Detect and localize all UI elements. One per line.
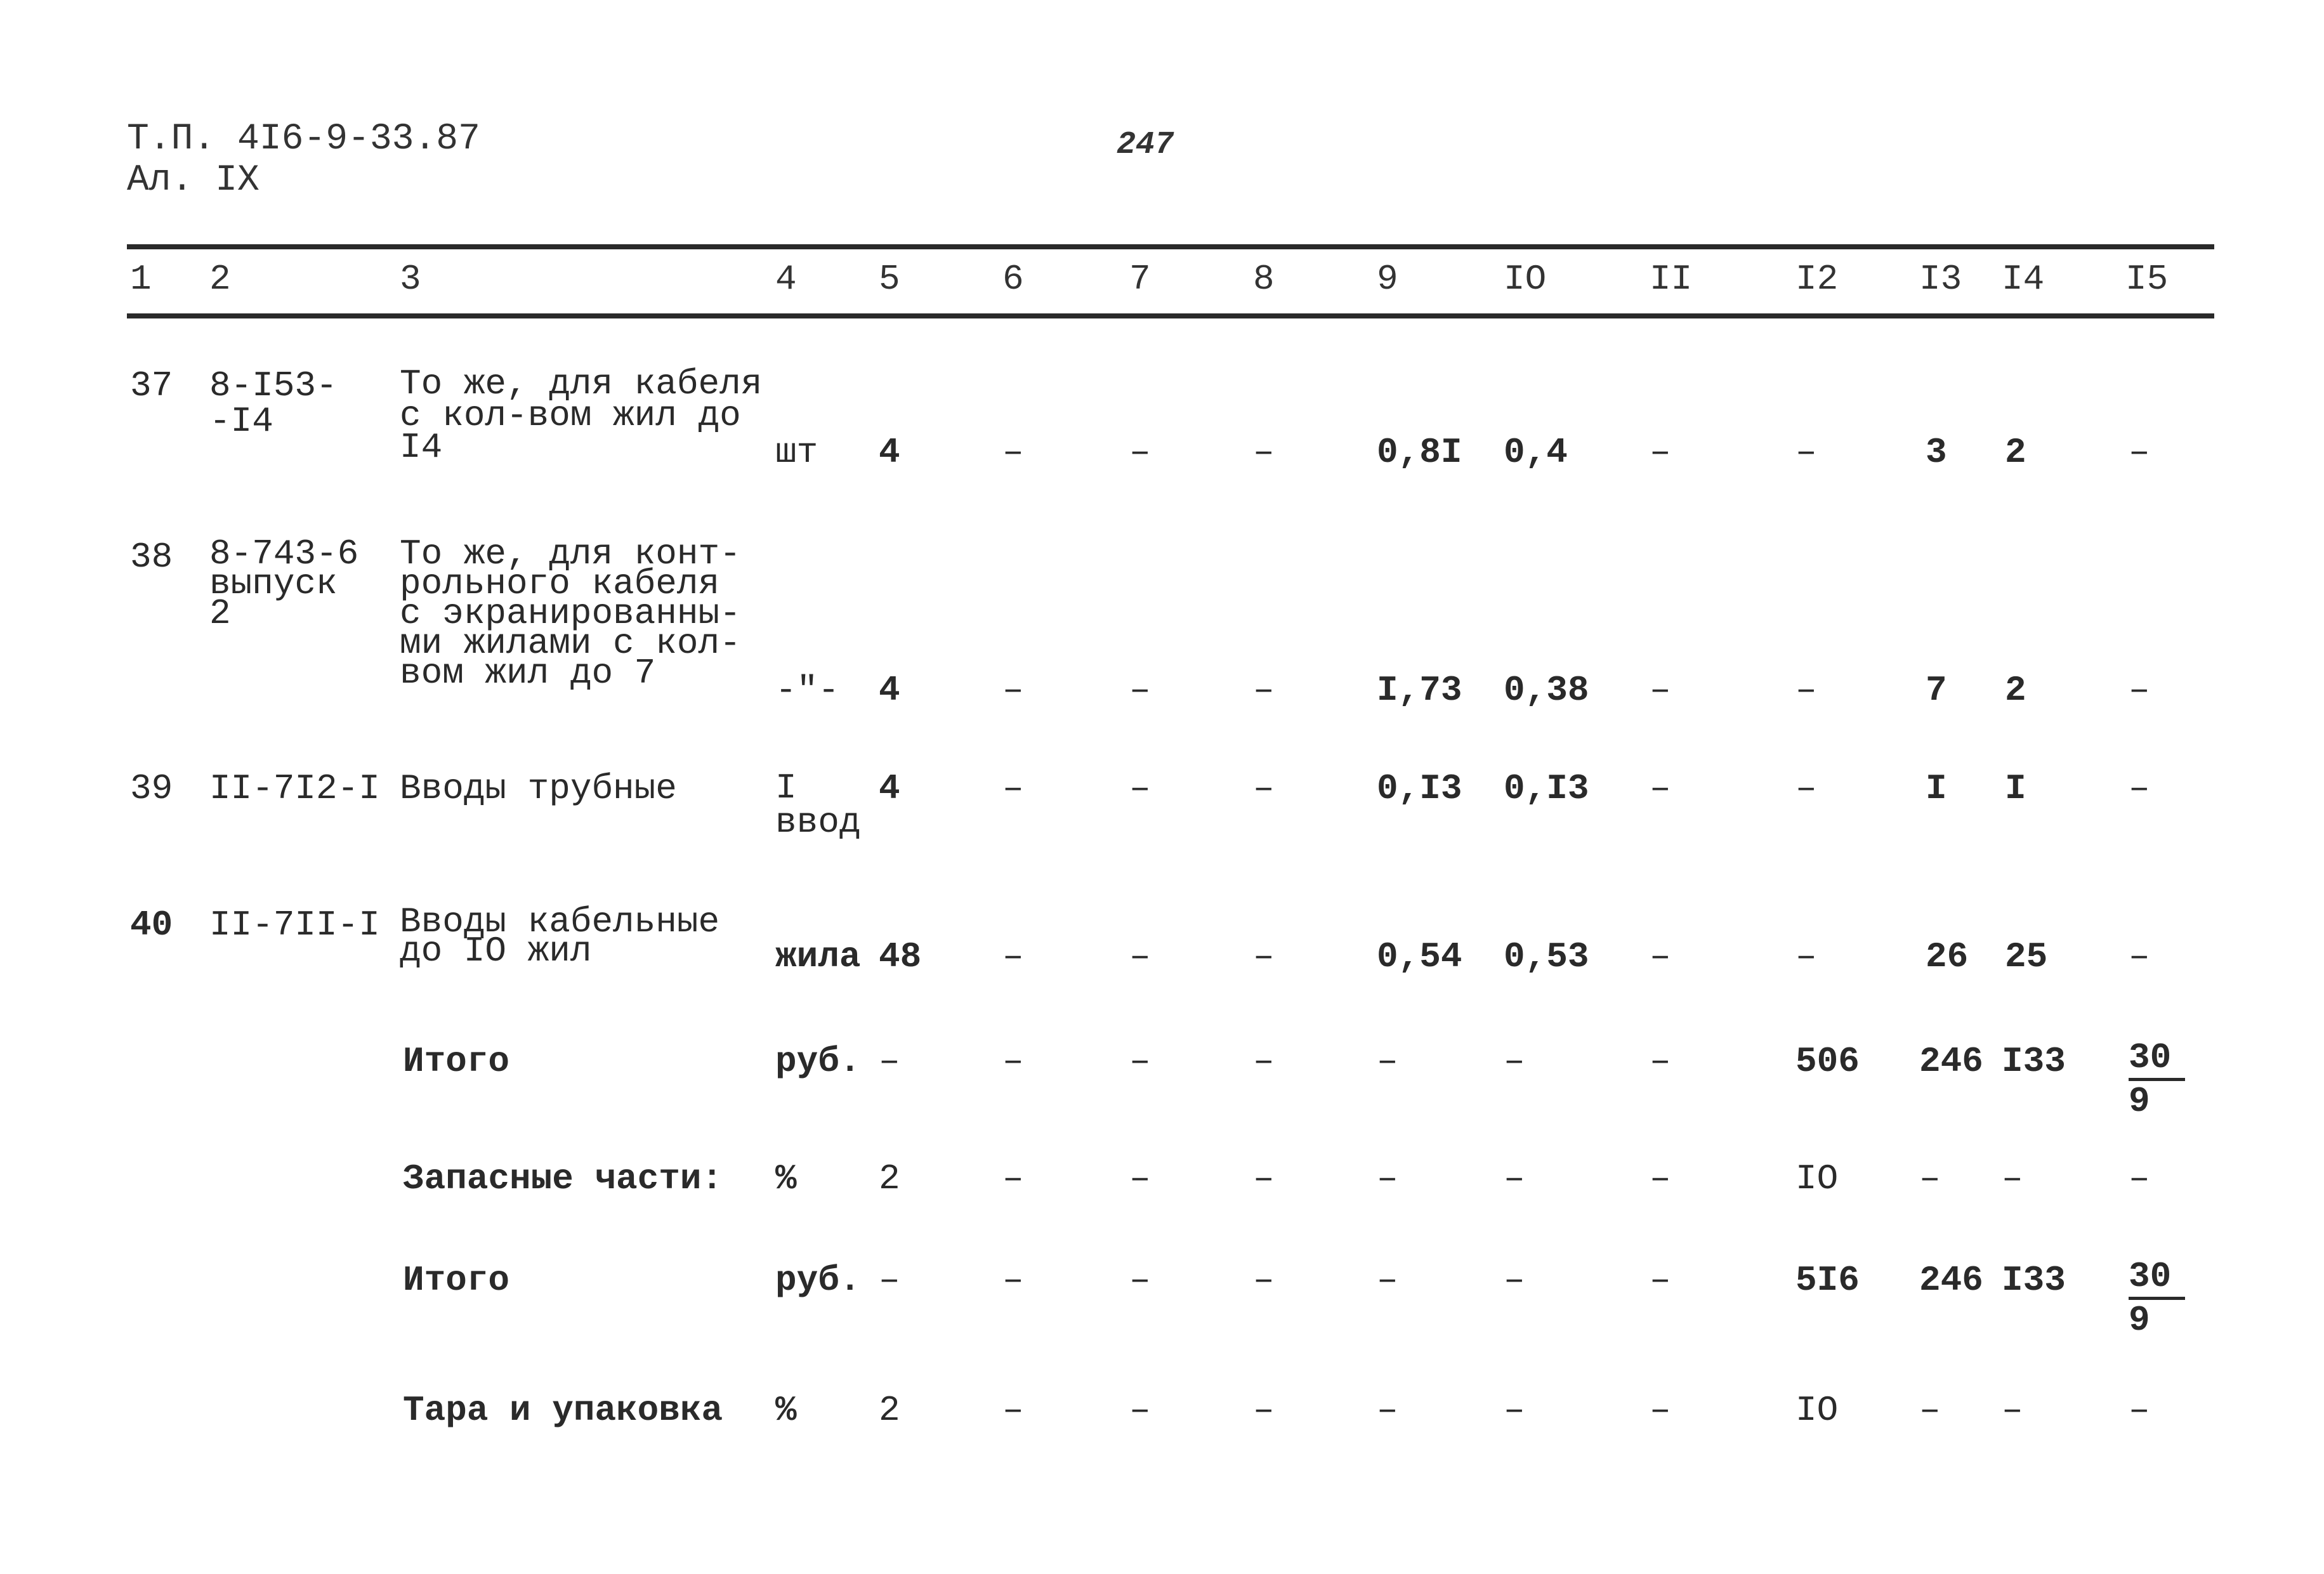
column-number: 7 bbox=[1129, 259, 1151, 299]
col-14-value: I bbox=[2005, 768, 2026, 809]
col-12-value: – bbox=[1796, 936, 1817, 977]
col-11-value: – bbox=[1650, 432, 1671, 473]
quantity: 2 bbox=[879, 1390, 900, 1431]
col-10-value: – bbox=[1504, 1260, 1525, 1301]
doc-code: Т.П. 4I6-9-33.87 bbox=[127, 119, 480, 160]
col-12-value: – bbox=[1796, 432, 1817, 473]
col-15-value: – bbox=[2129, 936, 2150, 977]
col-7-value: – bbox=[1129, 768, 1151, 809]
col-13-value: 246 bbox=[1919, 1041, 1983, 1082]
fraction-numerator: 30 bbox=[2129, 1037, 2185, 1081]
col-6-value: – bbox=[1002, 1041, 1024, 1082]
col-8-value: – bbox=[1253, 1158, 1275, 1199]
col-9-value: 0,54 bbox=[1377, 936, 1462, 977]
col-9-value: – bbox=[1377, 1158, 1398, 1199]
unit: I ввод bbox=[775, 768, 861, 843]
column-number: 6 bbox=[1002, 259, 1024, 299]
col-9-value: – bbox=[1377, 1390, 1398, 1431]
fraction-denominator: 9 bbox=[2129, 1300, 2150, 1341]
position-code: 8-I53- -I4 bbox=[209, 365, 338, 442]
col-12-value: – bbox=[1796, 768, 1817, 809]
col-11-value: – bbox=[1650, 936, 1671, 977]
col-10-value: 0,I3 bbox=[1504, 768, 1589, 809]
column-number: I4 bbox=[2002, 259, 2045, 299]
col-13-value: I bbox=[1926, 768, 1947, 809]
summary-label: Запасные части: bbox=[403, 1158, 723, 1199]
col-14-value: I33 bbox=[2002, 1260, 2066, 1301]
fraction-numerator: 30 bbox=[2129, 1256, 2185, 1300]
col-15-fraction bbox=[2129, 1256, 2185, 1341]
table-top-rule bbox=[127, 244, 2214, 249]
col-11-value: – bbox=[1650, 1158, 1671, 1199]
unit: шт bbox=[775, 432, 818, 473]
summary-label: Тара и упаковка bbox=[403, 1390, 723, 1431]
col-14-value: 2 bbox=[2005, 670, 2026, 711]
col-14-value: – bbox=[2002, 1390, 2023, 1431]
unit: -"- bbox=[775, 670, 839, 711]
column-number: 5 bbox=[879, 259, 900, 299]
col-7-value: – bbox=[1129, 936, 1151, 977]
col-15-value: – bbox=[2129, 1158, 2150, 1199]
column-number: 8 bbox=[1253, 259, 1275, 299]
col-6-value: – bbox=[1002, 936, 1024, 977]
row-number: 40 bbox=[130, 905, 173, 945]
unit: жила bbox=[775, 936, 861, 977]
col-6-value: – bbox=[1002, 768, 1024, 809]
col-8-value: – bbox=[1253, 432, 1275, 473]
col-9-value: 0,8I bbox=[1377, 432, 1462, 473]
unit: руб. bbox=[775, 1041, 861, 1082]
col-6-value: – bbox=[1002, 432, 1024, 473]
col-8-value: – bbox=[1253, 1041, 1275, 1082]
col-7-value: – bbox=[1129, 1041, 1151, 1082]
quantity: 2 bbox=[879, 1158, 900, 1199]
col-8-value: – bbox=[1253, 1260, 1275, 1301]
position-code: II-7II-I bbox=[209, 905, 380, 945]
col-10-value: – bbox=[1504, 1158, 1525, 1199]
col-11-value: – bbox=[1650, 1390, 1671, 1431]
quantity: 4 bbox=[879, 670, 900, 711]
col-8-value: – bbox=[1253, 670, 1275, 711]
col-7-value: – bbox=[1129, 1158, 1151, 1199]
col-7-value: – bbox=[1129, 1390, 1151, 1431]
unit: % bbox=[775, 1390, 797, 1431]
col-6-value: – bbox=[1002, 1158, 1024, 1199]
col-10-value: 0,4 bbox=[1504, 432, 1568, 473]
col-6-value: – bbox=[1002, 670, 1024, 711]
column-number: I3 bbox=[1919, 259, 1962, 299]
col-13-value: – bbox=[1919, 1390, 1941, 1431]
quantity: – bbox=[879, 1041, 900, 1082]
col-13-value: 3 bbox=[1926, 432, 1947, 473]
col-14-value: – bbox=[2002, 1158, 2023, 1199]
quantity: 48 bbox=[879, 936, 922, 977]
col-12-value: IO bbox=[1796, 1390, 1839, 1431]
position-code: II-7I2-I bbox=[209, 768, 380, 809]
col-15-value: – bbox=[2129, 432, 2150, 473]
col-11-value: – bbox=[1650, 1260, 1671, 1301]
col-8-value: – bbox=[1253, 936, 1275, 977]
column-number: 3 bbox=[400, 259, 421, 299]
col-15-value: – bbox=[2129, 768, 2150, 809]
col-8-value: – bbox=[1253, 1390, 1275, 1431]
col-14-value: 25 bbox=[2005, 936, 2048, 977]
col-15-fraction bbox=[2129, 1037, 2185, 1122]
col-12-value: IO bbox=[1796, 1158, 1839, 1199]
row-number: 37 bbox=[130, 365, 173, 406]
col-14-value: 2 bbox=[2005, 432, 2026, 473]
column-number: IO bbox=[1504, 259, 1547, 299]
col-11-value: – bbox=[1650, 1041, 1671, 1082]
col-6-value: – bbox=[1002, 1390, 1024, 1431]
column-number: 2 bbox=[209, 259, 231, 299]
col-9-value: 0,I3 bbox=[1377, 768, 1462, 809]
col-10-value: – bbox=[1504, 1041, 1525, 1082]
summary-label: Итого bbox=[403, 1041, 510, 1082]
row-description: То же, для конт- рольного кабеля с экранированны- ми жилами с кол- вом жил до 7 bbox=[400, 534, 741, 693]
col-11-value: – bbox=[1650, 670, 1671, 711]
table-header-rule bbox=[127, 313, 2214, 318]
col-8-value: – bbox=[1253, 768, 1275, 809]
column-number: I2 bbox=[1796, 259, 1839, 299]
column-number: 4 bbox=[775, 259, 797, 299]
col-9-value: – bbox=[1377, 1041, 1398, 1082]
page-number: 247 bbox=[1117, 127, 1174, 163]
col-15-value: – bbox=[2129, 1390, 2150, 1431]
col-10-value: 0,53 bbox=[1504, 936, 1589, 977]
col-9-value: – bbox=[1377, 1260, 1398, 1301]
col-10-value: – bbox=[1504, 1390, 1525, 1431]
summary-label: Итого bbox=[403, 1260, 510, 1301]
col-12-value: 506 bbox=[1796, 1041, 1860, 1082]
row-description: То же, для кабеля с кол-вом жил до I4 bbox=[400, 364, 763, 468]
col-13-value: 246 bbox=[1919, 1260, 1983, 1301]
column-number: 9 bbox=[1377, 259, 1398, 299]
column-number: 1 bbox=[130, 259, 152, 299]
col-13-value: 26 bbox=[1926, 936, 1969, 977]
column-number: I5 bbox=[2125, 259, 2169, 299]
col-11-value: – bbox=[1650, 768, 1671, 809]
fraction-denominator: 9 bbox=[2129, 1081, 2150, 1122]
quantity: – bbox=[879, 1260, 900, 1301]
position-code: 8-743-6 выпуск 2 bbox=[209, 534, 359, 634]
row-number: 39 bbox=[130, 768, 173, 809]
quantity: 4 bbox=[879, 768, 900, 809]
col-12-value: – bbox=[1796, 670, 1817, 711]
column-number: II bbox=[1650, 259, 1693, 299]
row-number: 38 bbox=[130, 537, 173, 577]
col-7-value: – bbox=[1129, 432, 1151, 473]
col-13-value: 7 bbox=[1926, 670, 1947, 711]
col-6-value: – bbox=[1002, 1260, 1024, 1301]
col-15-value: – bbox=[2129, 670, 2150, 711]
col-14-value: I33 bbox=[2002, 1041, 2066, 1082]
col-7-value: – bbox=[1129, 1260, 1151, 1301]
row-description: Вводы трубные bbox=[400, 768, 677, 809]
unit: руб. bbox=[775, 1260, 861, 1301]
row-description: Вводы кабельные до IO жил bbox=[400, 902, 720, 971]
album-number: Ал. IX bbox=[127, 160, 259, 201]
quantity: 4 bbox=[879, 432, 900, 473]
col-10-value: 0,38 bbox=[1504, 670, 1589, 711]
unit: % bbox=[775, 1158, 797, 1199]
col-7-value: – bbox=[1129, 670, 1151, 711]
col-13-value: – bbox=[1919, 1158, 1941, 1199]
col-12-value: 5I6 bbox=[1796, 1260, 1860, 1301]
col-9-value: I,73 bbox=[1377, 670, 1462, 711]
